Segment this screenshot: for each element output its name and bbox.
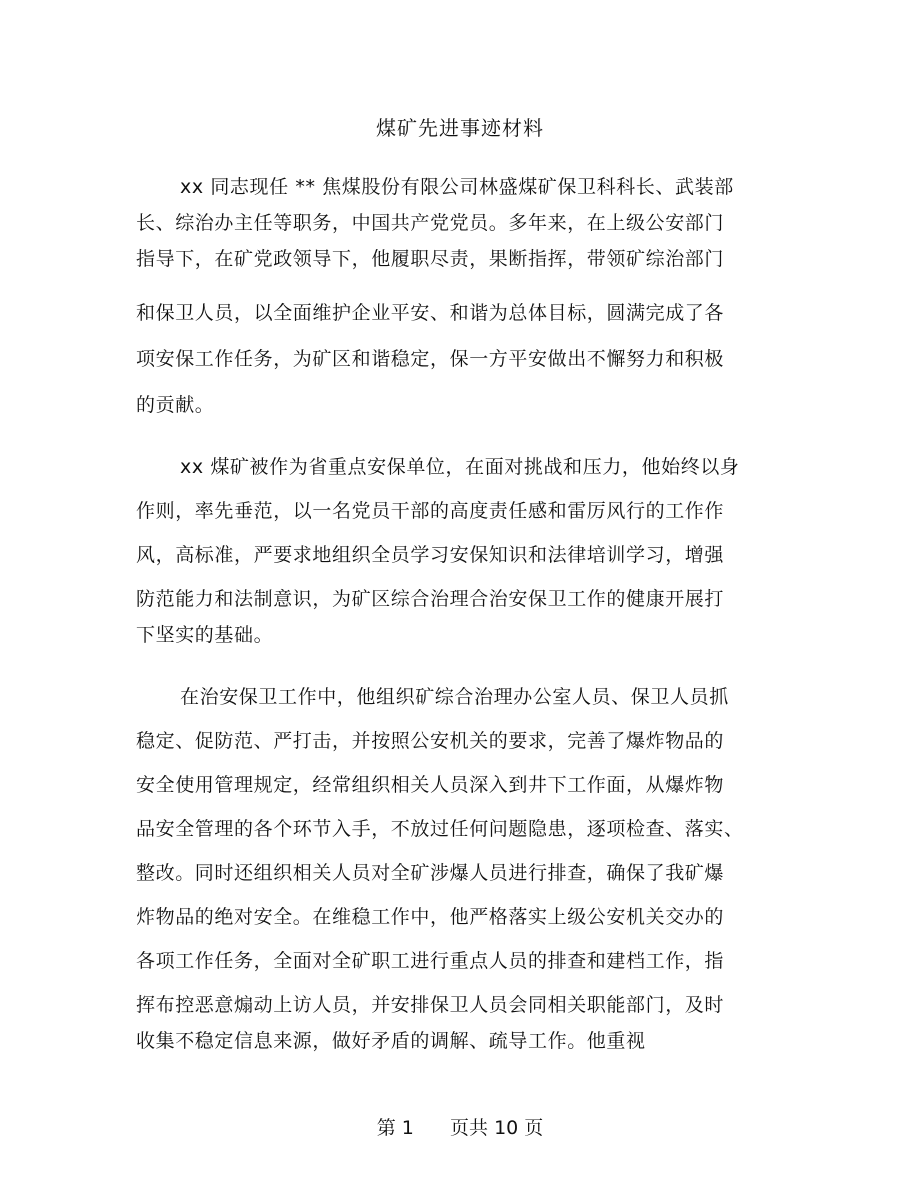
paragraph-3-line-9: 收集不稳定信息来源，做好矛盾的调解、疏导工作。他重视 <box>136 1030 646 1052</box>
paragraph-1-line-1: xx 同志现任 ** 焦煤股份有限公司林盛煤矿保卫科科长、武装部 <box>180 176 734 198</box>
page-footer: 第 1 页共 10 页 <box>376 1117 544 1139</box>
paragraph-3-line-1: 在治安保卫工作中，他组织矿综合治理办公室人员、保卫人员抓 <box>180 686 729 708</box>
paragraph-3-line-3: 安全使用管理规定，经常组织相关人员深入到井下工作面，从爆炸物 <box>136 774 725 796</box>
paragraph-3-line-6: 炸物品的绝对安全。在维稳工作中，他严格落实上级公安机关交办的 <box>136 906 725 928</box>
paragraph-3-line-2: 稳定、促防范、严打击，并按照公安机关的要求，完善了爆炸物品的 <box>136 730 725 752</box>
paragraph-3-line-8: 挥布控恶意煽动上访人员，并安排保卫人员会同相关职能部门，及时 <box>136 994 725 1016</box>
paragraph-2-line-2: 作则，率先垂范，以一名党员干部的高度责任感和雷厉风行的工作作 <box>136 500 725 522</box>
paragraph-2-line-1: xx 煤矿被作为省重点安保单位，在面对挑战和压力，他始终以身 <box>180 456 740 478</box>
document-title: 煤矿先进事迹材料 <box>376 116 544 140</box>
paragraph-1-line-4: 和保卫人员，以全面维护企业平安、和谐为总体目标，圆满完成了各 <box>136 302 725 324</box>
paragraph-3-line-4: 品安全管理的各个环节入手，不放过任何问题隐患，逐项检查、落实、 <box>136 818 744 840</box>
paragraph-3-line-5: 整改。同时还组织相关人员对全矿涉爆人员进行排查，确保了我矿爆 <box>136 862 725 884</box>
paragraph-2-line-3: 风，高标准，严要求地组织全员学习安保知识和法律培训学习，增强 <box>136 544 725 566</box>
paragraph-1-line-3: 指导下，在矿党政领导下，他履职尽责，果断指挥，带领矿综治部门 <box>136 248 725 270</box>
paragraph-1-line-6: 的贡献。 <box>136 394 215 416</box>
paragraph-2-line-5: 下坚实的基础。 <box>136 624 274 646</box>
paragraph-3-line-7: 各项工作任务，全面对全矿职工进行重点人员的排查和建档工作，指 <box>136 950 725 972</box>
paragraph-1-line-2: 长、综治办主任等职务，中国共产党党员。多年来，在上级公安部门 <box>136 212 725 234</box>
paragraph-2-line-4: 防范能力和法制意识，为矿区综合治理合治安保卫工作的健康开展打 <box>136 588 725 610</box>
paragraph-1-line-5: 项安保工作任务，为矿区和谐稳定，保一方平安做出不懈努力和积极 <box>136 348 725 370</box>
